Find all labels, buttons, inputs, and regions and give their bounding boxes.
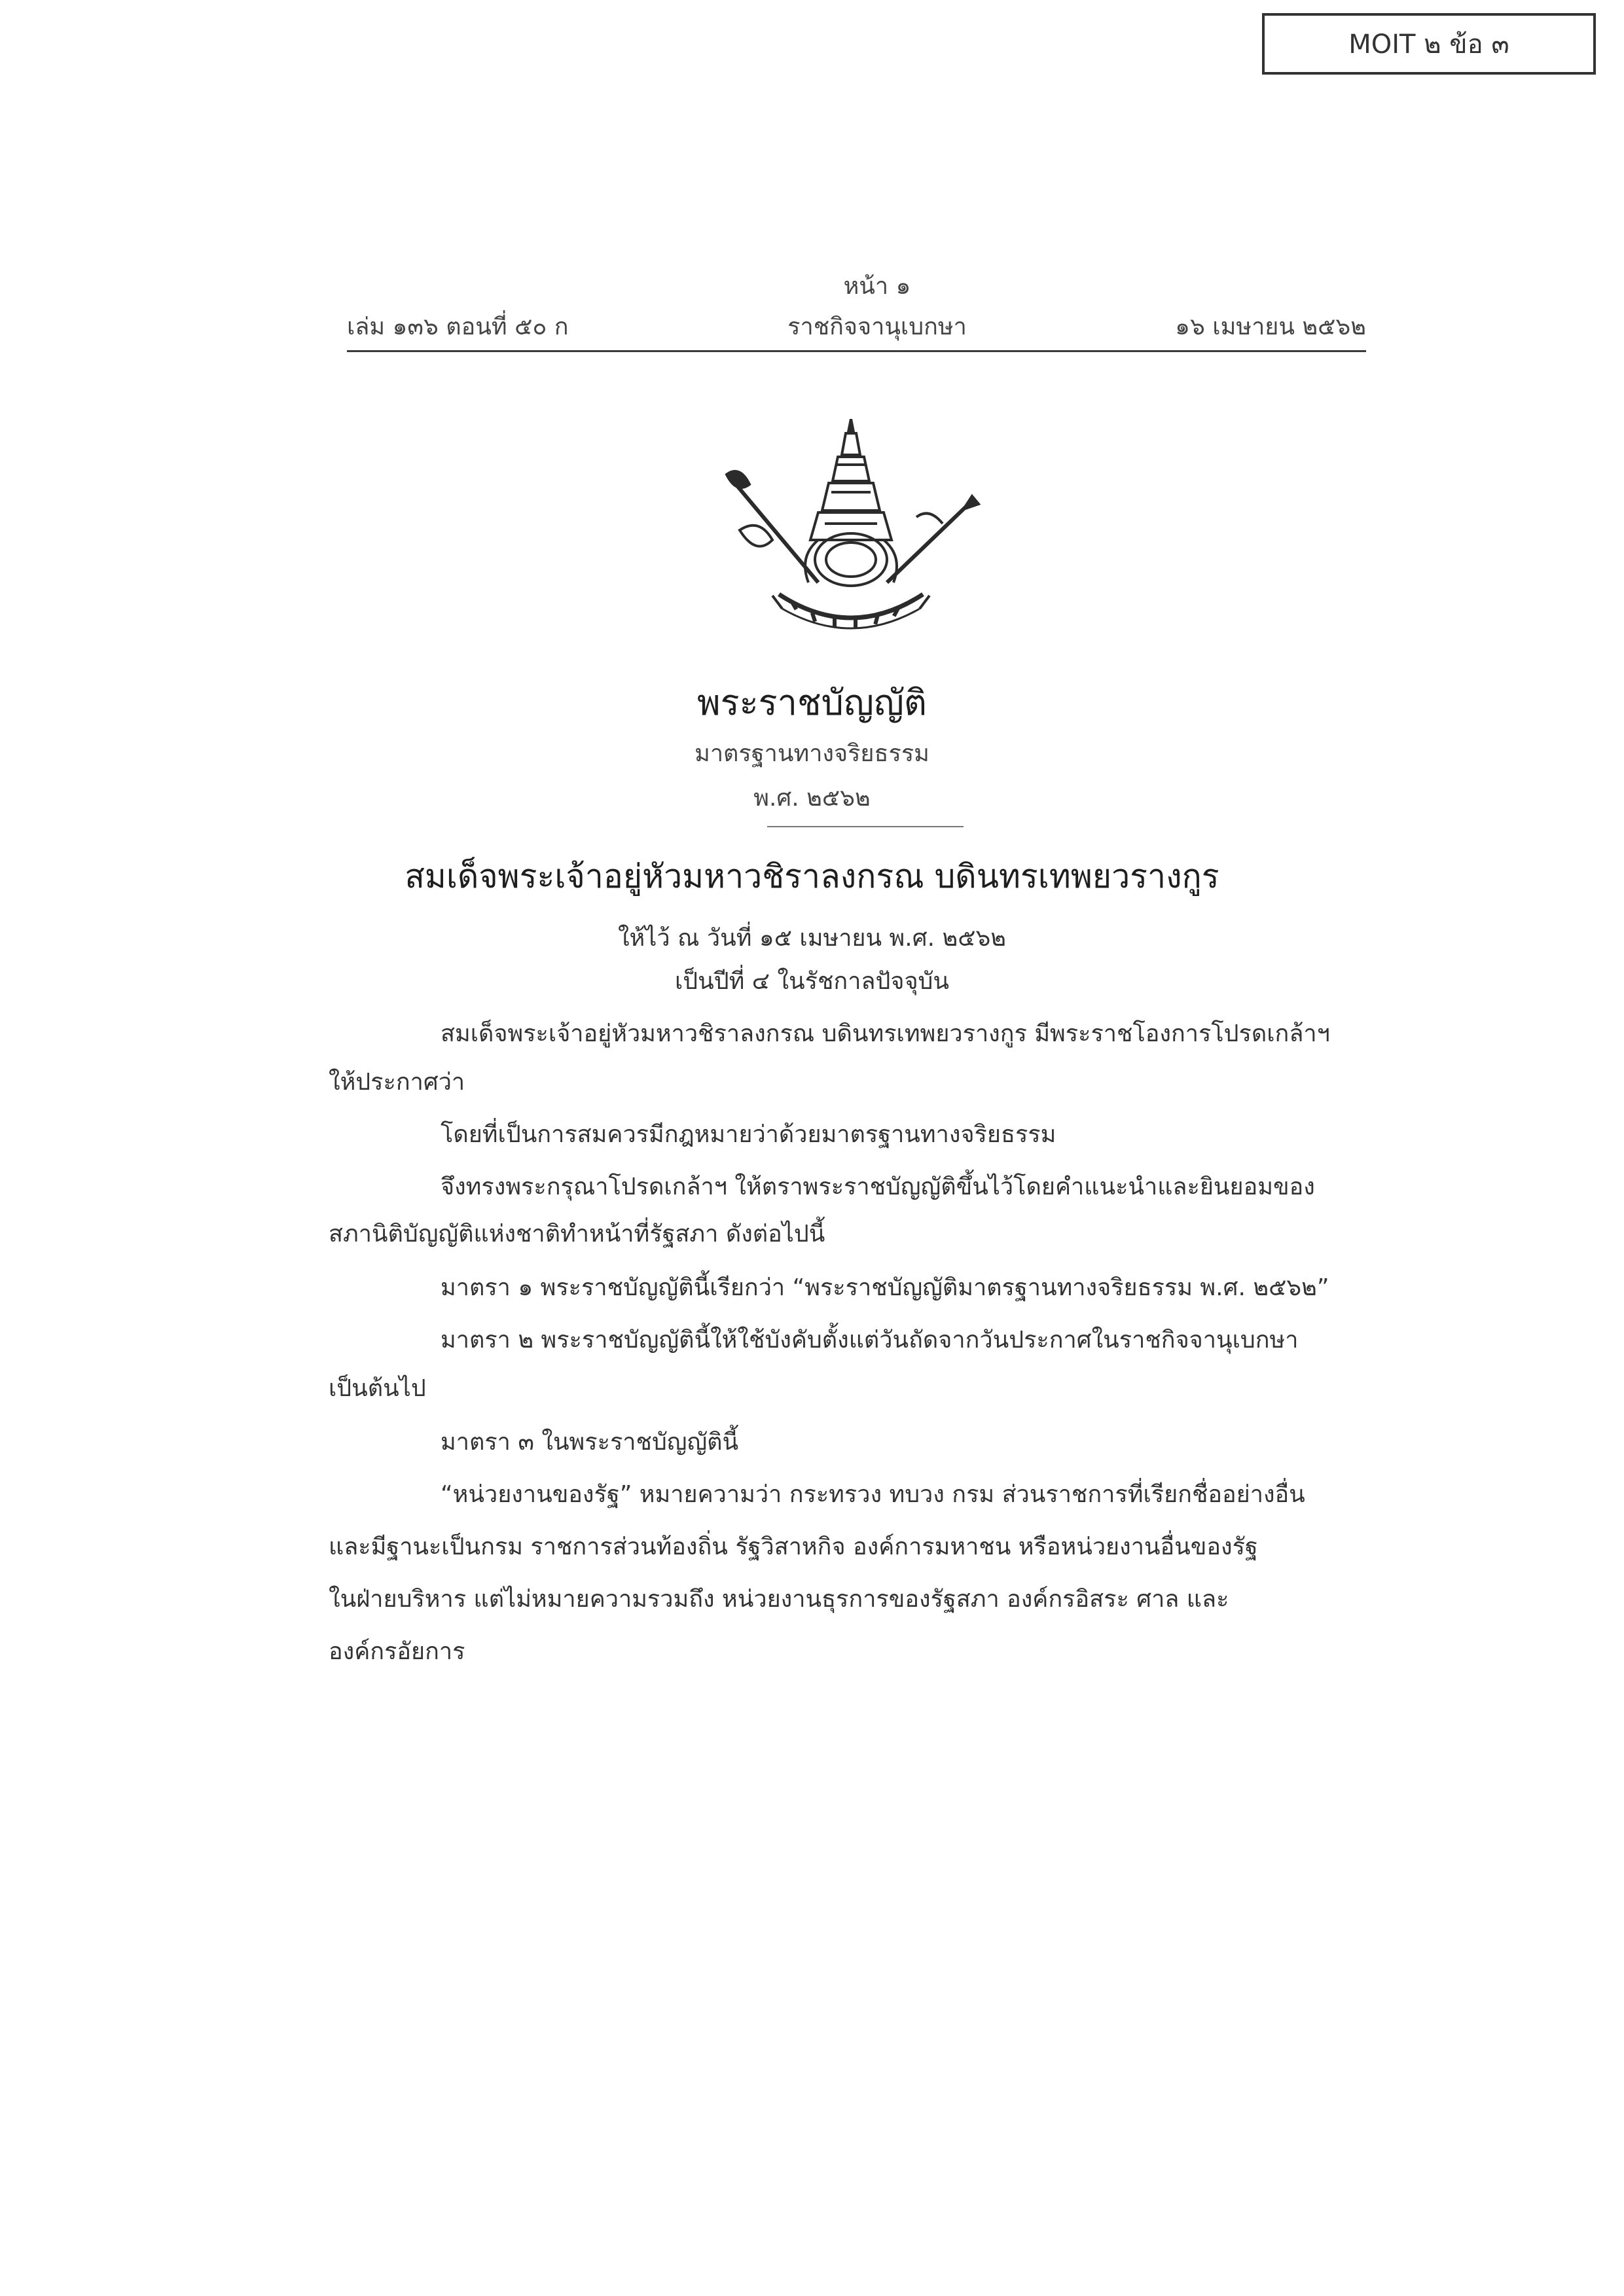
gazette-volume: เล่ม ๑๓๖ ตอนที่ ๕๐ ก [347,314,569,340]
definition-line-1: “หน่วยงานของรัฐ” หมายความว่า กระทรวง ทบวง กรม ส่วนราชการที่เรียกชื่ออย่างอื่น [441,1481,1305,1508]
royal-garuda-seal-icon [720,419,982,641]
gazette-name: ราชกิจจานุเบกษา [787,314,967,340]
preamble-line-2: ให้ประกาศว่า [329,1069,465,1096]
section-1: มาตรา ๑ พระราชบัญญัตินี้เรียกว่า “พระราชบัญญัติมาตรฐานทางจริยธรรม พ.ศ. ๒๕๖๒” [441,1274,1329,1301]
stamp-label: MOIT ๒ ข้อ ๓ [1348,29,1509,60]
king-name: สมเด็จพระเจ้าอยู่หัวมหาวชิราลงกรณ บดินทรเทพยวรางกูร [405,857,1219,895]
reign-year: เป็นปีที่ ๔ ในรัชกาลปัจจุบัน [674,968,949,995]
definition-line-4: องค์กรอัยการ [329,1638,465,1665]
preamble-reason: โดยที่เป็นการสมควรมีกฎหมายว่าด้วยมาตรฐานทางจริยธรรม [441,1121,1056,1148]
header-divider [347,350,1366,352]
act-subtitle: มาตรฐานทางจริยธรรม [695,740,929,767]
definition-line-2: และมีฐานะเป็นกรม ราชการส่วนท้องถิ่น รัฐวิสาหกิจ องค์การมหาชน หรือหน่วยงานอื่นของรัฐ [329,1534,1258,1560]
act-year: พ.ศ. ๒๕๖๒ [753,785,871,812]
given-date: ให้ไว้ ณ วันที่ ๑๕ เมษายน พ.ศ. ๒๕๖๒ [617,925,1007,952]
section-2-line-2: เป็นต้นไป [329,1375,426,1402]
document-reference-stamp [1262,13,1596,75]
preamble-line-1: สมเด็จพระเจ้าอยู่หัวมหาวชิราลงกรณ บดินทรเทพยวรางกูร มีพระราชโองการโปรดเกล้าฯ [441,1020,1330,1047]
title-divider [767,826,964,827]
act-title: พระราชบัญญัติ [697,682,927,723]
gazette-date: ๑๖ เมษายน ๒๕๖๒ [1175,314,1366,340]
section-2-line-1: มาตรา ๒ พระราชบัญญัตินี้ให้ใช้บังคับตั้งแต่วันถัดจากวันประกาศในราชกิจจานุเบกษา [441,1327,1299,1354]
gazette-page-number: หน้า ๑ [843,273,911,300]
enactment-line-1: จึงทรงพระกรุณาโปรดเกล้าฯ ให้ตราพระราชบัญญัติขึ้นไว้โดยคำแนะนำและยินยอมของ [441,1174,1315,1200]
definition-line-3: ในฝ่ายบริหาร แต่ไม่หมายความรวมถึง หน่วยงานธุรการของรัฐสภา องค์กรอิสระ ศาล และ [329,1586,1229,1613]
enactment-line-2: สภานิติบัญญัติแห่งชาติทำหน้าที่รัฐสภา ดังต่อไปนี้ [329,1221,825,1247]
section-3: มาตรา ๓ ในพระราชบัญญัตินี้ [441,1429,739,1456]
